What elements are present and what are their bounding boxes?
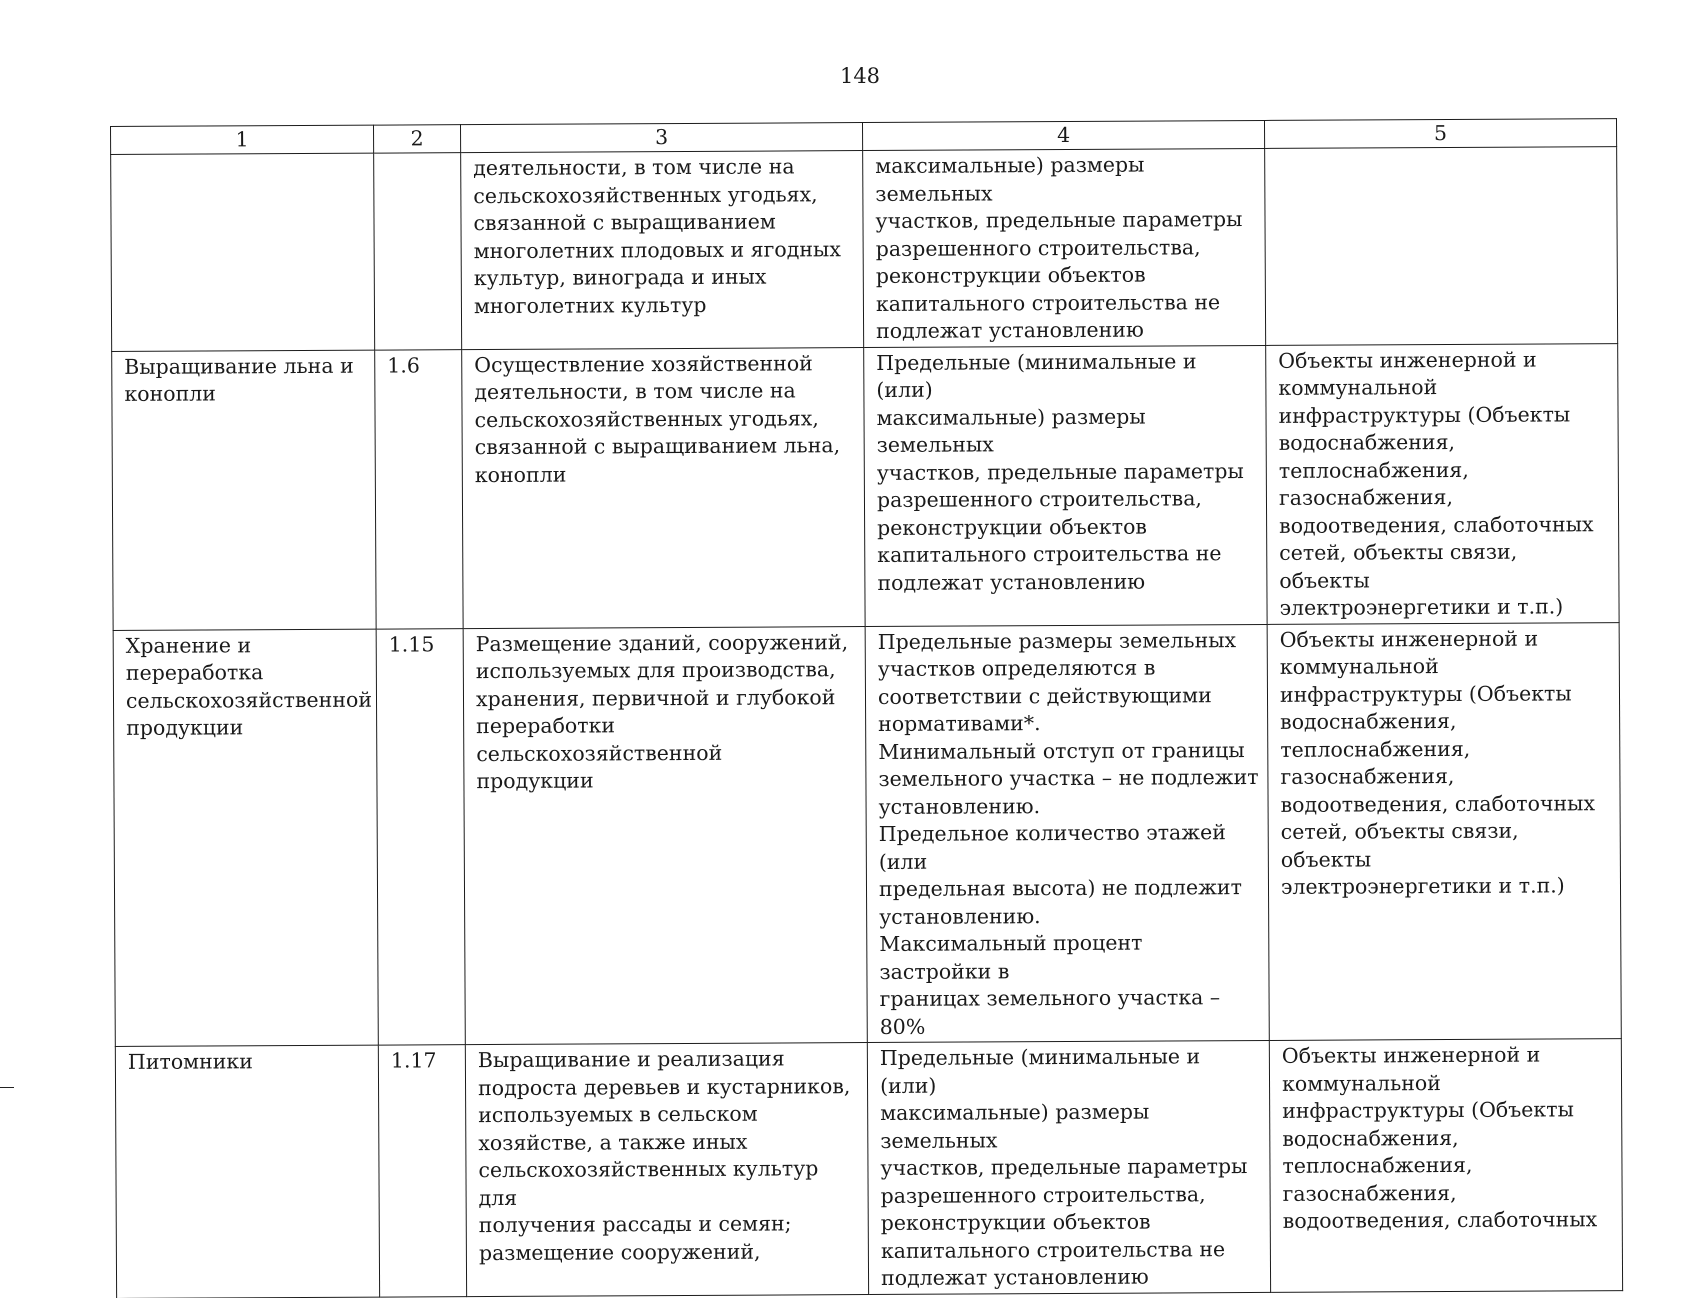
use-description-cell: Осуществление хозяйственной деятельности, в том числе на сельскохозяйственных угодьях, связанной с выращиванием льна, конопли [462,347,865,628]
parameters-cell: Предельные (минимальные и (или) максимальные) размеры земельных участков, предельные параметры разрешенного строительства, реконструкции объектов капитального строительства не подлежат установлению [867,1040,1270,1294]
use-description-cell: Выращивание и реализация подроста деревьев и кустарников, используемых в сельском хозяйстве, а также иных сельскохозяйственных культур для получения рассады и семян; размещение сооружений, [465,1043,868,1297]
header-col-5: 5 [1264,119,1616,149]
infrastructure-cell: Объекты инженерной и коммунальной инфраструктуры (Объекты водоснабжения, теплоснабжения, газоснабжения, водоотведения, слаботочных сетей, объекты связи, объекты электроэнергетики и т.п.) [1267,622,1621,1040]
table-row-continuation [111,147,1618,351]
header-col-1: 1 [111,125,374,154]
use-code-cell: 1.17 [378,1045,466,1297]
infrastructure-cell: Объекты инженерной и коммунальной инфраструктуры (Объекты водоснабжения, теплоснабжения, газоснабжения, водоотведения, слаботочных сетей, объекты связи, объекты электроэнергетики и т.п.) [1266,343,1619,624]
table-row-flax-hemp [112,343,1619,630]
use-name-cell: Выращивание льна и конопли [112,350,376,630]
use-code-cell: 1.15 [376,628,465,1045]
infrastructure-cell: Объекты инженерной и коммунальной инфраструктуры (Объекты водоснабжения, теплоснабжения, газоснабжения, водоотведения, слаботочных [1269,1039,1622,1292]
page-number: 148 [839,64,881,88]
zoning-table [110,118,1623,1298]
use-name-cell: Хранение и переработка сельскохозяйственной продукции [113,629,378,1047]
header-col-4: 4 [862,120,1264,150]
header-col-2: 2 [373,125,460,153]
parameters-cell: Предельные размеры земельных участков определяются в соответствии с действующими нормативами*. Минимальный отступ от границы земельного участка – не подлежит установлению. Предельное количество этажей (или предельная высота) не подлежит установлению. Максимальный процент застройки в границах земельного участка – 80% [865,624,1269,1043]
table-row-nurseries [115,1039,1622,1298]
parameters-cell: Предельные (минимальные и (или) максимальные) размеры земельных участков, предельные параметры разрешенного строительства, реконструкции объектов капитального строительства не подлежат установлению [864,345,1267,626]
margin-mark [0,1087,14,1088]
parameters-cell: максимальные) размеры земельных участков, предельные параметры разрешенного строительства, реконструкции объектов капитального строительства не подлежат установлению [863,148,1266,347]
use-name-cell [111,153,375,351]
header-col-3: 3 [460,123,862,153]
use-description-cell: Размещение зданий, сооружений, используемых для производства, хранения, первичной и глубокой переработки сельскохозяйственной продукции [463,626,867,1045]
use-code-cell [374,153,462,350]
infrastructure-cell [1265,147,1618,345]
use-description-cell: деятельности, в том числе на сельскохозяйственных угодьях, связанной с выращиванием многолетних плодовых и ягодных культур, винограда и иных многолетних культур [461,151,864,350]
use-name-cell: Питомники [115,1045,379,1298]
table-row-storage-processing [113,622,1621,1046]
use-code-cell: 1.6 [375,349,463,628]
